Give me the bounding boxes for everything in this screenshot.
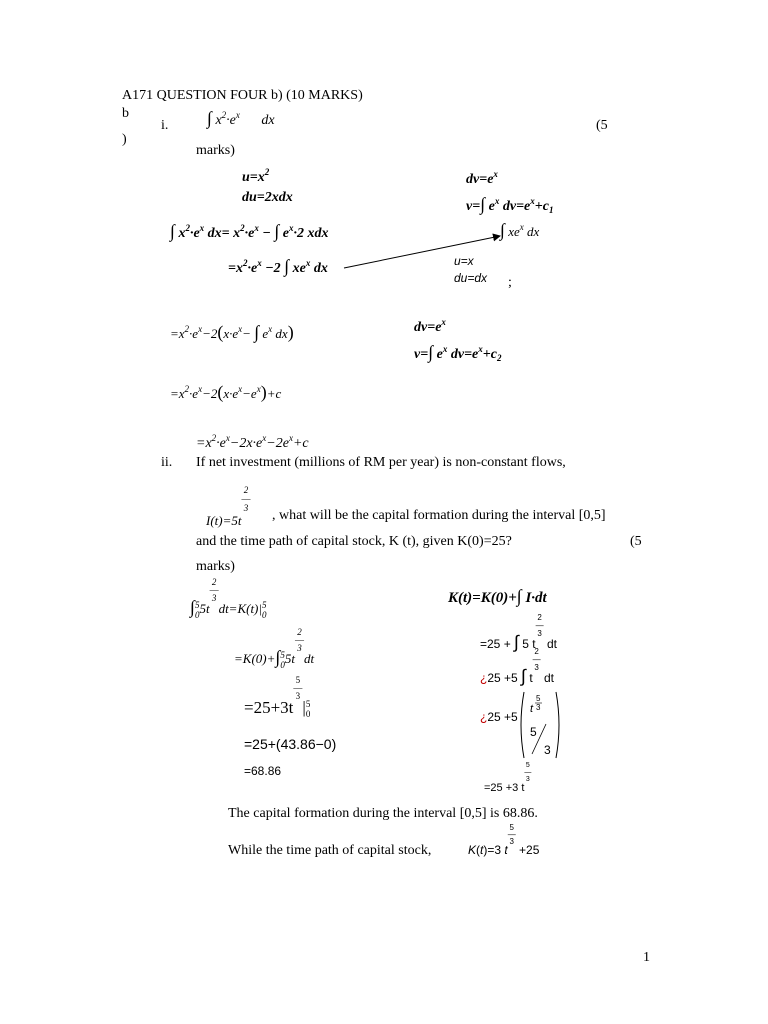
du2-definition: du=dx (454, 271, 488, 285)
integration-step-5: $=x^2\cdot e^x-2x\cdot e^x-2e^x+c$ (196, 433, 309, 451)
right-equation-3: ¿25 +5 ∫ t2 ― 3 dt (480, 647, 554, 686)
svg-text:3: 3 (544, 743, 551, 757)
part-ii-line-3: and the time path of capital stock, K (t), given K(0)=25? (196, 534, 512, 549)
question-title: A171 QUESTION FOUR b) (10 MARKS) (122, 88, 363, 103)
left-equation-4: =25+(43.86−0) (244, 736, 337, 752)
left-equation-3: =25+3t5 ― 3|5 0 (244, 675, 311, 720)
right-equation-2: =25 + ∫ 5 t2 ― 3 dt (480, 613, 557, 652)
right-equation-1: K(t)=K(0)+∫ I·dt (448, 586, 547, 606)
semicolon: ; (508, 275, 512, 290)
part-i-marks-open: (5 (596, 118, 608, 133)
part-ii-marks-close: marks) (196, 559, 235, 574)
part-i-label: i. (161, 118, 169, 133)
page-number: 1 (643, 950, 650, 965)
left-equation-5: =68.86 (244, 764, 282, 778)
svg-text:3: 3 (536, 703, 541, 712)
part-i-integral: ∫ $x^2\cdot e^x$ dx (207, 108, 275, 128)
investment-function: I(t)=5t2 ― 3 (206, 485, 251, 528)
part-b-paren: ) (122, 132, 127, 147)
svg-text:5: 5 (536, 694, 541, 703)
v2-definition: v=∫ $e^x$ $dv=e^x+c_2$ (414, 342, 502, 363)
part-ii-line-1: If net investment (millions of RM per year) is non-constant flows, (196, 455, 566, 470)
left-equation-2: =K(0)+∫5 05t2 ― 3dt (234, 627, 315, 671)
svg-text:5: 5 (530, 725, 537, 739)
conclusion-capital-formation: The capital formation during the interval [0,5] is 68.86. (228, 806, 538, 821)
v-definition: v=∫ $e^x$ $dv=e^x+c_1$ (466, 194, 554, 215)
part-b-label: b (122, 106, 129, 121)
right-equation-5: =25 +3 t5 ― 3 (484, 762, 532, 794)
integration-step-2: $=x^2\cdot e^x -2$ ∫ $xe^x$ dx (228, 256, 328, 276)
right-equation-4: ¿25 +5 t 5 3 5 3 (480, 690, 518, 760)
u-definition: $u=x^2$ (242, 167, 270, 185)
du-definition: du=2xdx (242, 190, 293, 205)
integration-step-1: ∫ $x^2\cdot e^x$ $dx= x^2\cdot e^x$ − ∫ $e^x\cdot 2$ xdx (170, 221, 329, 241)
fraction-parens (518, 690, 562, 760)
part-ii-line-2: , what will be the capital formation during the interval [0,5] (272, 508, 606, 523)
dv2-definition: $dv=e^x$ (414, 317, 446, 335)
left-equation-1: ∫5 05t2 ― 3dt=K(t)|5 0 (190, 577, 267, 621)
part-i-marks-close: marks) (196, 143, 235, 158)
svg-text:t: t (530, 703, 534, 715)
conclusion-time-path: While the time path of capital stock, (228, 843, 432, 858)
integration-step-3: $=x^2\cdot e^x-2(x\cdot e^x-$ ∫ $e^x$ dx) (170, 322, 294, 342)
sub-integral: ∫ $xe^x$ dx (500, 220, 540, 240)
u2-definition: u=x (454, 254, 474, 268)
part-ii-label: ii. (161, 455, 173, 470)
integration-step-4: $=x^2\cdot e^x-2(x\cdot e^x-e^x)+c$ (170, 382, 282, 402)
dv-definition: $dv=e^x$ (466, 169, 498, 187)
part-ii-marks-open: (5 (630, 534, 642, 549)
final-capital-function: K(t)=3 t5 ― 3 +25 (468, 823, 540, 857)
